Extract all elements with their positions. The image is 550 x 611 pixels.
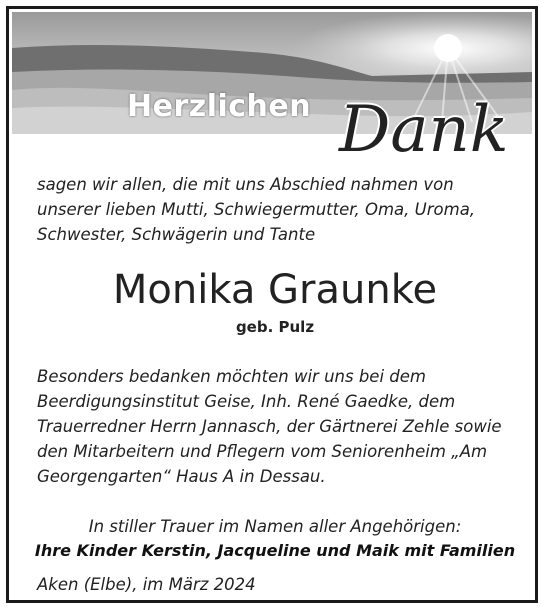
obituary-card: [6, 6, 538, 603]
thanks-text: Besonders bedanken möchten wir uns bei dem Beerdigungsinstitut Geise, Inh. René Gaedke, dem Trauerredner Herrn Jannasch, der Gärtnerei Zehle sowie den Mitarbeitern und Pflegern vom Seniorenheim „Am Georgengarten“ Haus A in Dessau.: [37, 367, 502, 486]
header-dank: Dank: [339, 93, 509, 167]
deceased-name: Monika Graunke: [112, 267, 438, 313]
family-signature: Ihre Kinder Kerstin, Jacqueline und Maik mit Familien: [34, 541, 516, 560]
closing-line: In stiller Trauer im Namen aller Angehörigen:: [88, 517, 462, 536]
header-herzlichen: Herzlichen: [127, 89, 312, 124]
birth-name: geb. Pulz: [235, 318, 315, 336]
intro-text: sagen wir allen, die mit uns Abschied nahmen von unserer lieben Mutti, Schwiegermutter, Oma, Uroma, Schwester, Schwägerin und Tante: [37, 175, 476, 244]
place-date: Aken (Elbe), im März 2024: [37, 575, 256, 594]
